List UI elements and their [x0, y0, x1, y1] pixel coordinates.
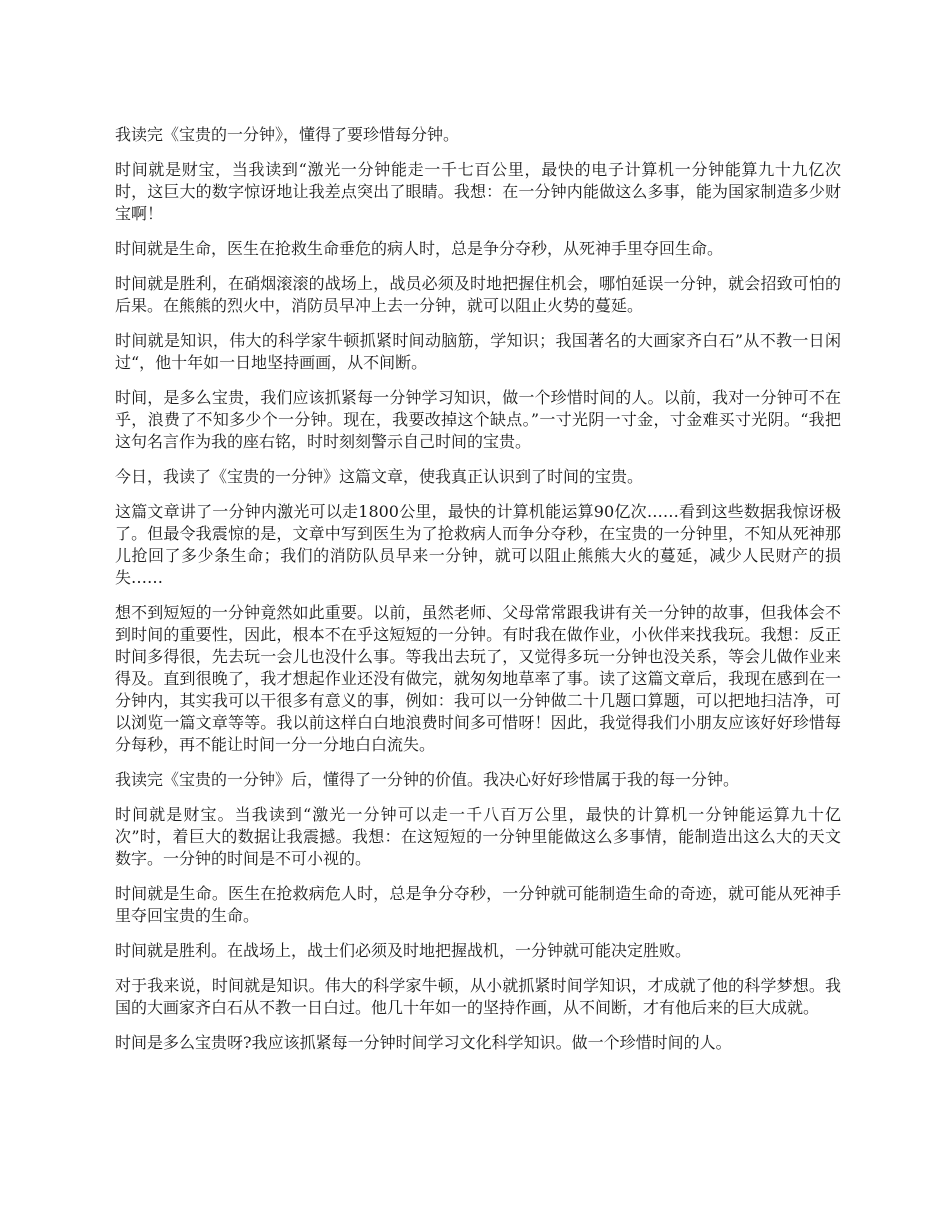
paragraph-1: 我读完《宝贵的一分钟》，懂得了要珍惜每分钟。: [115, 125, 460, 144]
paragraph-9: 想不到短短的一分钟竟然如此重要。以前，虽然老师、父母常常跟我讲有关一分钟的故事，但我体会不到时间的重要性，因此，根本不在乎这短短的一分钟。有时我在做作业，小伙伴来找我玩。我想：反正时间多得很，先去玩一会儿也没什么事。等我出去玩了，又觉得多玩一分钟也没关系，等会儿做作业来得及。直到很晚了，我才想起作业还没有做完，就匆匆地草率了事。读了这篇文章后，我现在感到在一分钟内，其实我可以干很多有意义的事，例如：我可以一分钟做二十几题口算题，可以把地扫洁净，可以浏览一篇文章等等。我以前这样白白地浪费时间多可惜呀！因此，我觉得我们小朋友应该好好珍惜每分每秒，再不能让时间一分一分地白白流失。: [115, 603, 841, 754]
paragraph-14: 对于我来说，时间就是知识。伟大的科学家牛顿，从小就抓紧时间学知识，才成就了他的科学梦想。我国的大画家齐白石从不教一日白过。他几十年如一的坚持作画，从不间断，才有他后来的巨大成就。: [115, 976, 841, 1017]
paragraph-2: 时间就是财宝，当我读到“激光一分钟能走一千七百公里，最快的电子计算机一分钟能算九十九亿次时，这巨大的数字惊讶地让我差点突出了眼睛。我想：在一分钟内能做这么多事，能为国家制造多少财宝啊！: [115, 160, 841, 223]
paragraph-15: 时间是多么宝贵呀?我应该抓紧每一分钟时间学习文化科学知识。做一个珍惜时间的人。: [115, 1033, 732, 1052]
paragraph-6: 时间，是多么宝贵，我们应该抓紧每一分钟学习知识，做一个珍惜时间的人。以前，我对一分钟可不在乎，浪费了不知多少个一分钟。现在，我要改掉这个缺点。”一寸光阴一寸金，寸金难买寸光阴。“我把这句名言作为我的座右铭，时时刻刻警示自己时间的宝贵。: [115, 388, 841, 451]
paragraph-11: 时间就是财宝。当我读到“激光一分钟可以走一千八百万公里，最快的计算机一分钟能运算九十亿次”时，着巨大的数据让我震撼。我想：在这短短的一分钟里能做这么多事情，能制造出这么大的天文数字。一分钟的时间是不可小视的。: [115, 805, 841, 868]
paragraph-4: 时间就是胜利，在硝烟滚滚的战场上，战员必须及时地把握住机会，哪怕延误一分钟，就会招致可怕的后果。在熊熊的烈火中，消防员早冲上去一分钟，就可以阻止火势的蔓延。: [115, 274, 841, 315]
paragraph-5: 时间就是知识，伟大的科学家牛顿抓紧时间动脑筋，学知识；我国著名的大画家齐白石”从不教一日闲过“，他十年如一日地坚持画画，从不间断。: [115, 331, 841, 372]
paragraph-8: 这篇文章讲了一分钟内激光可以走1800公里，最快的计算机能运算90亿次……看到这些数据我惊讶极了。但最令我震惊的是，文章中写到医生为了抢救病人而争分夺秒，在宝贵的一分钟里，不知从死神那儿抢回了多少条生命；我们的消防队员早来一分钟，就可以阻止熊熊大火的蔓延，减少人民财产的损失……: [115, 502, 841, 587]
paragraph-10: 我读完《宝贵的一分钟》后，懂得了一分钟的价值。我决心好好珍惜属于我的每一分钟。: [115, 770, 740, 789]
paragraph-3: 时间就是生命，医生在抢救生命垂危的病人时，总是争分夺秒，从死神手里夺回生命。: [115, 239, 724, 258]
document-body: [115, 124, 841, 1067]
paragraph-13: 时间就是胜利。在战场上，战士们必须及时地把握战机，一分钟就可能决定胜败。: [115, 941, 692, 960]
paragraph-7: 今日，我读了《宝贵的一分钟》这篇文章，使我真正认识到了时间的宝贵。: [115, 467, 644, 486]
paragraph-12: 时间就是生命。医生在抢救病危人时，总是争分夺秒，一分钟就可能制造生命的奇迹，就可能从死神手里夺回宝贵的生命。: [115, 884, 841, 925]
